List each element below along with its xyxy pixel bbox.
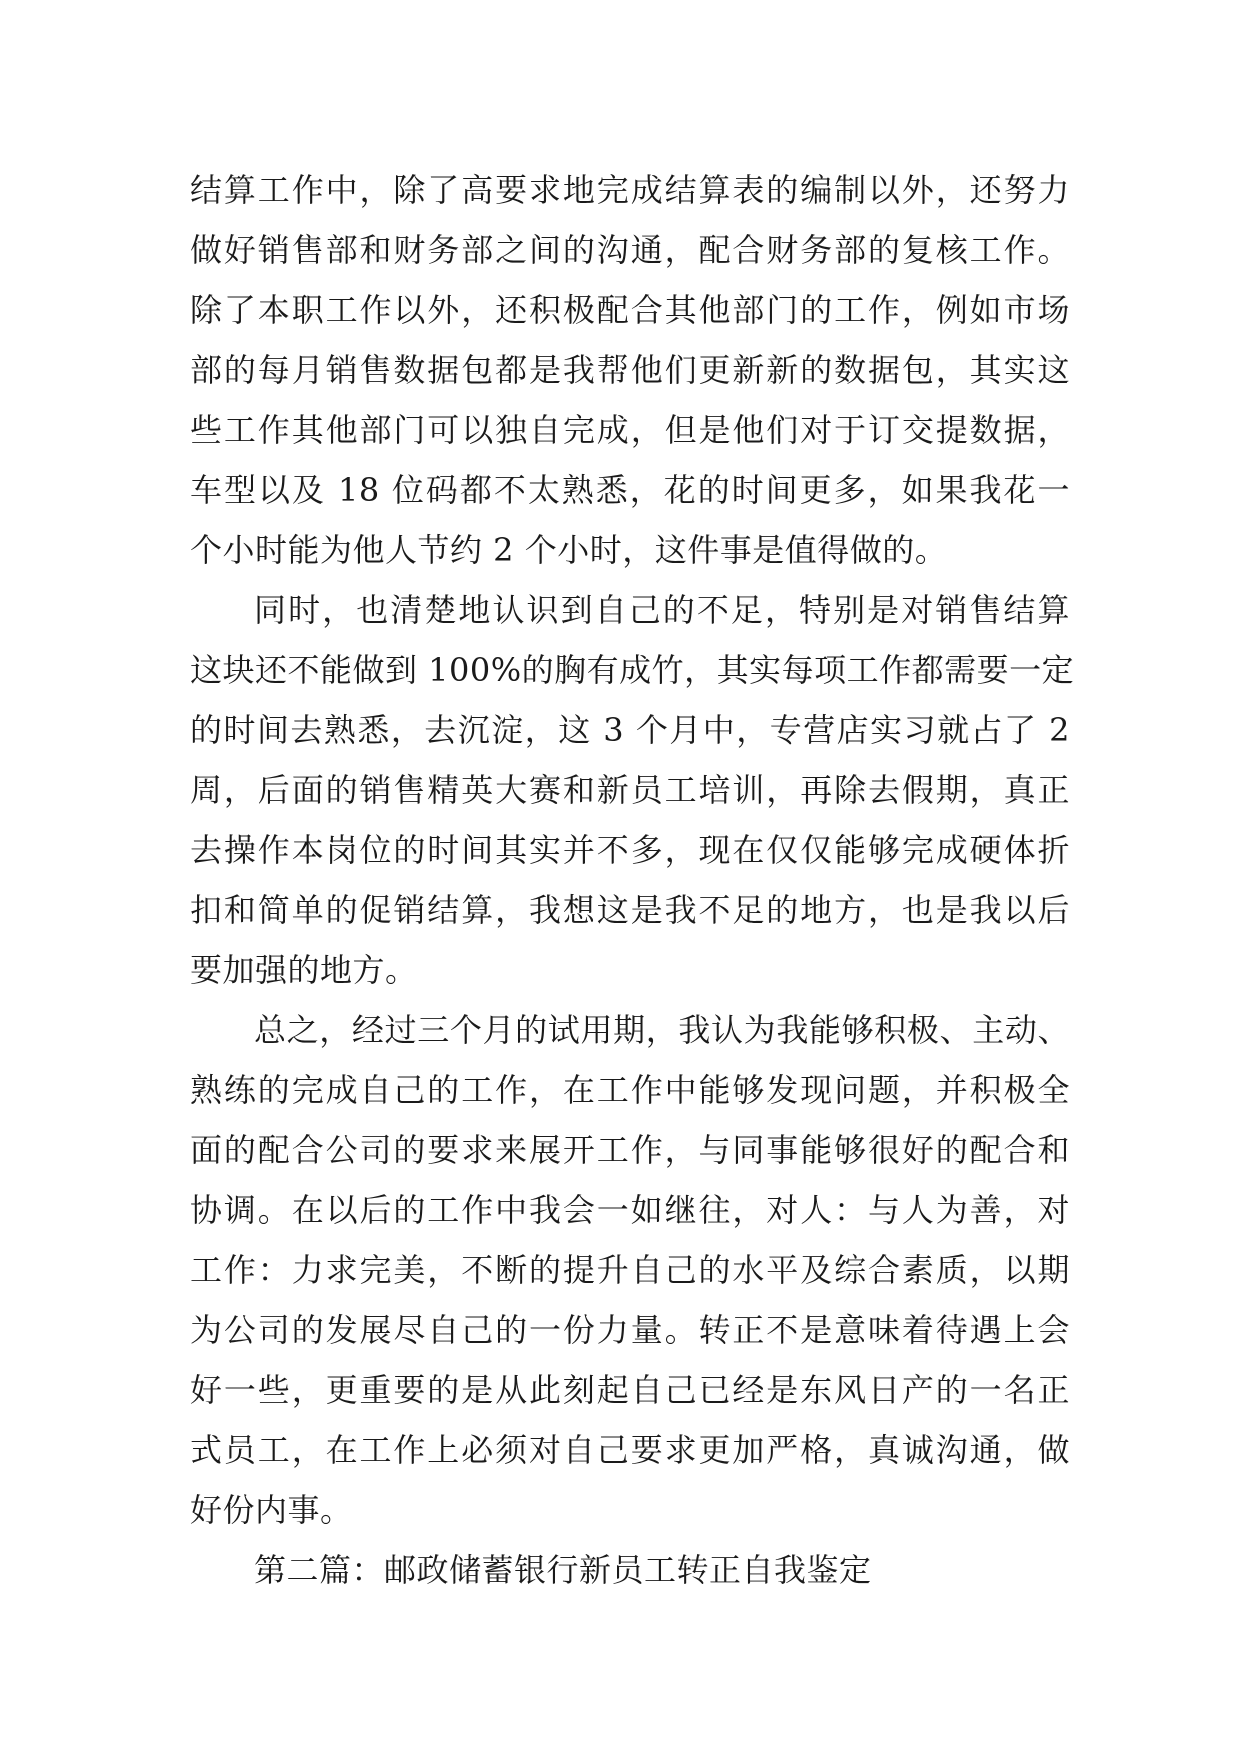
text-line: 车型以及 18 位码都不太熟悉，花的时间更多，如果我花一 (190, 471, 1070, 509)
text-line: 式员工，在工作上必须对自己要求更加严格，真诚沟通，做 (190, 1431, 1070, 1469)
text-line: 做好销售部和财务部之间的沟通，配合财务部的复核工作。 (190, 231, 1070, 269)
text-line: 结算工作中，除了高要求地完成结算表的编制以外，还努力 (190, 171, 1070, 209)
text-line: 周，后面的销售精英大赛和新员工培训，再除去假期，真正 (190, 771, 1070, 809)
text-line: 第二篇：邮政储蓄银行新员工转正自我鉴定 (254, 1551, 872, 1589)
text-line: 为公司的发展尽自己的一份力量。转正不是意味着待遇上会 (190, 1311, 1070, 1349)
text-line: 除了本职工作以外，还积极配合其他部门的工作，例如市场 (190, 291, 1070, 329)
text-line: 协调。在以后的工作中我会一如继往，对人：与人为善，对 (190, 1191, 1070, 1229)
text-line: 些工作其他部门可以独自完成，但是他们对于订交提数据， (190, 411, 1070, 449)
text-line: 熟练的完成自己的工作，在工作中能够发现问题，并积极全 (190, 1071, 1070, 1109)
text-line: 这块还不能做到 100%的胸有成竹，其实每项工作都需要一定 (190, 651, 1075, 689)
text-line: 扣和简单的促销结算，我想这是我不足的地方，也是我以后 (190, 891, 1070, 929)
text-line: 个小时能为他人节约 2 个小时，这件事是值得做的。 (190, 531, 948, 569)
text-line: 部的每月销售数据包都是我帮他们更新新的数据包，其实这 (190, 351, 1070, 389)
text-line: 好一些，更重要的是从此刻起自己已经是东风日产的一名正 (190, 1371, 1070, 1409)
text-line: 工作：力求完美，不断的提升自己的水平及综合素质，以期 (190, 1251, 1070, 1289)
text-line: 好份内事。 (190, 1491, 353, 1529)
text-line: 去操作本岗位的时间其实并不多，现在仅仅能够完成硬体折 (190, 831, 1070, 869)
text-line: 同时，也清楚地认识到自己的不足，特别是对销售结算 (254, 591, 1070, 629)
text-line: 要加强的地方。 (190, 951, 418, 989)
text-line: 的时间去熟悉，去沉淀，这 3 个月中，专营店实习就占了 2 (190, 711, 1070, 749)
document-body (190, 160, 1075, 1600)
text-line: 总之，经过三个月的试用期，我认为我能够积极、主动、 (254, 1011, 1070, 1049)
text-line: 面的配合公司的要求来展开工作，与同事能够很好的配合和 (190, 1131, 1070, 1169)
